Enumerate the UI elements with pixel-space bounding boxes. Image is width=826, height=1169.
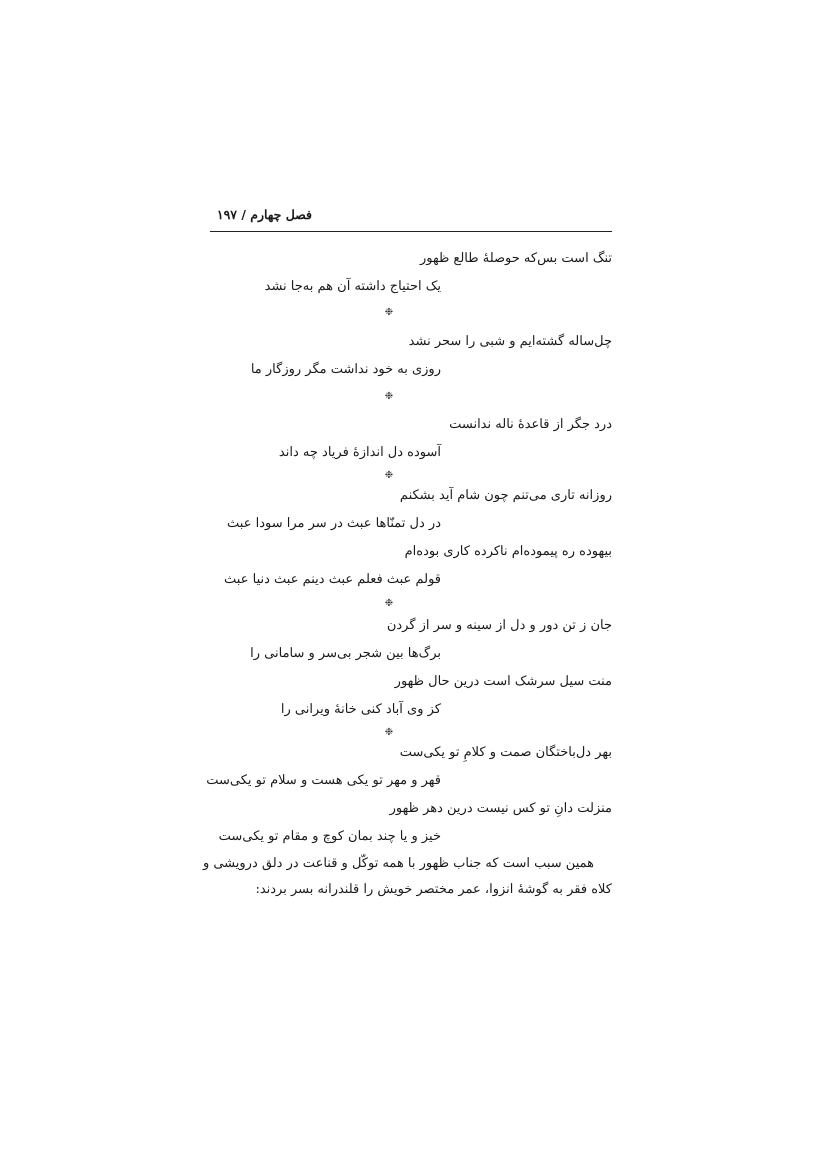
verse-line: بیهوده ره پیموده‌ام ناکرده کاری بوده‌ام bbox=[404, 544, 612, 559]
verse-line: قولم عبث فعلم عبث دینم عبث دنیا عبث bbox=[224, 572, 441, 587]
verse-line: خیز و یا چند بمان کوچ و مقام تو یکی‌ست bbox=[218, 829, 441, 844]
verse-line: منت سیل سرشک است درین حال ظهور bbox=[394, 674, 612, 689]
running-header bbox=[210, 205, 612, 232]
verse-line: جان ز تن دور و دل از سینه و سر از گردن bbox=[386, 618, 612, 633]
verse-line: قهر و مهر تو یکی هست و سلام تو یکی‌ست bbox=[206, 773, 441, 788]
section-divider-star: ❉ bbox=[384, 598, 394, 609]
section-divider-star: ❉ bbox=[384, 470, 394, 481]
prose-line: کلاه فقر به گوشهٔ انزوا، عمر مختصر خویش را قلندرانه بسر بردند: bbox=[255, 882, 612, 897]
section-divider-star: ❉ bbox=[384, 391, 394, 402]
verse-line: منزلت دانِ تو کس نیست درین دهر ظهور bbox=[389, 801, 612, 816]
verse-line: یک احتیاج داشته آن هم به‌جا نشد bbox=[264, 279, 441, 294]
section-divider-star: ❉ bbox=[384, 727, 394, 738]
prose-line: همین سبب است که جناب ظهور با همه توکّل و قناعت در دلق درویشی و bbox=[202, 856, 594, 871]
verse-line: تنگ است بس‌که حوصلهٔ طالع ظهور bbox=[419, 251, 612, 266]
verse-line: چل‌ساله گشته‌ایم و شبی را سحر نشد bbox=[408, 334, 612, 349]
verse-line: روزانه تاری می‌تنم چون شام آید بشکنم bbox=[399, 488, 612, 503]
verse-line: برگ‌ها بین شجر بی‌سر و سامانی را bbox=[250, 646, 441, 661]
section-divider-star: ❉ bbox=[384, 307, 394, 318]
verse-line: کز وی آباد کنی خانهٔ ویرانی را bbox=[280, 702, 441, 717]
verse-line: درد جگر از قاعدهٔ ناله ندانست bbox=[449, 417, 612, 432]
verse-line: روزی به خود نداشت مگر روزگار ما bbox=[250, 362, 441, 377]
verse-line: آسوده دل اندازهٔ فریاد چه داند bbox=[278, 445, 441, 460]
header-title: فصل چهارم / ۱۹۷ bbox=[216, 207, 312, 222]
verse-line: بهر دل‌باختگان صمت و کلامِ تو یکی‌ست bbox=[399, 745, 612, 760]
verse-line: در دل تمنّاها عبث در سر مرا سودا عبث bbox=[227, 516, 441, 531]
